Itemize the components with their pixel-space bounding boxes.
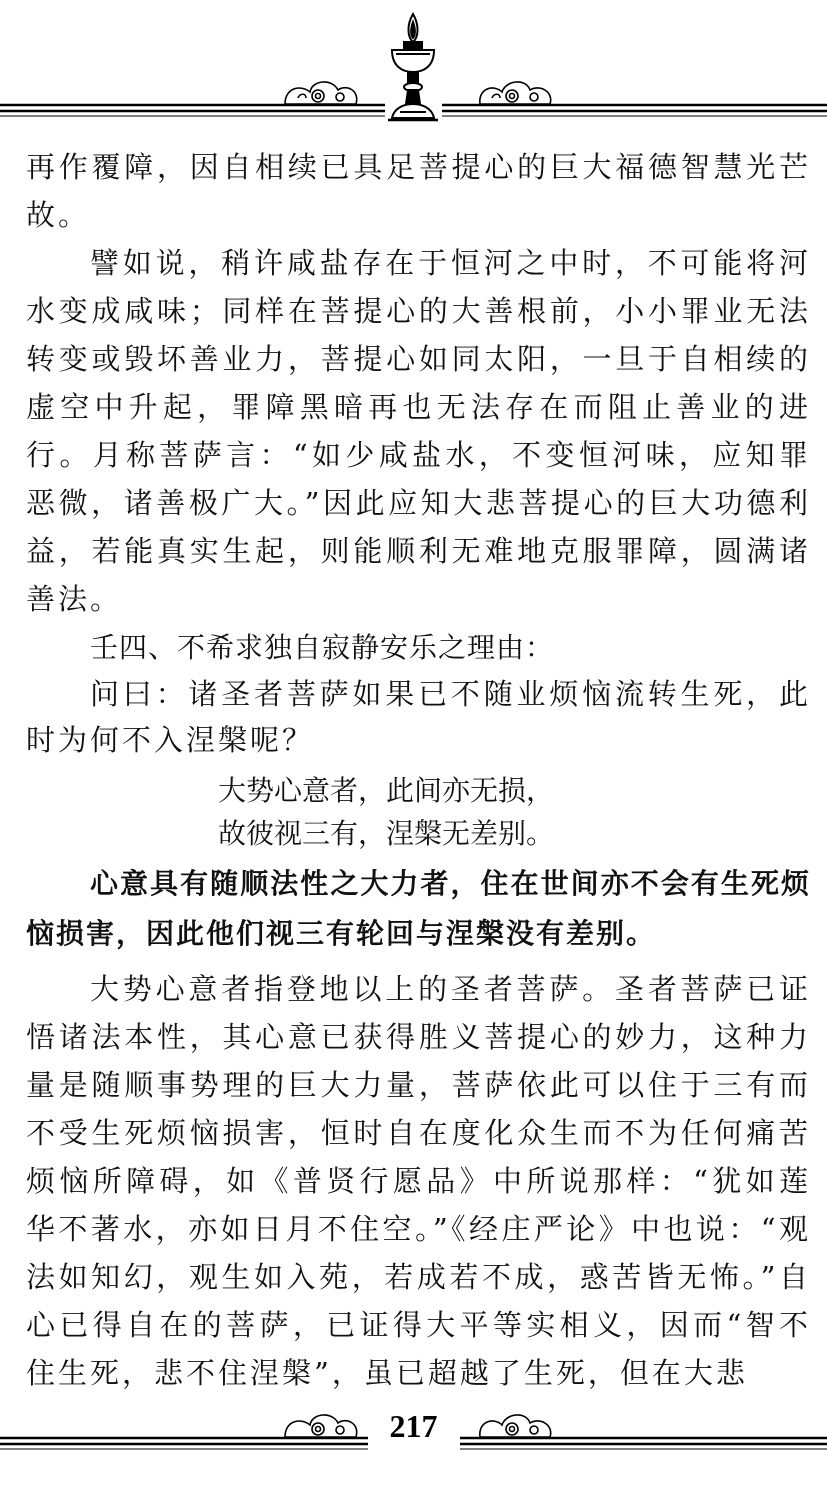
cloud-ornament-left bbox=[285, 82, 357, 104]
header-rule-left bbox=[0, 105, 385, 116]
verse-commentary: 心意具有随顺法性之大力者，住在世间亦不会有生死烦恼损害，因此他们视三有轮回与涅槃没有差别。 bbox=[26, 867, 811, 950]
page-number: 217 bbox=[389, 1408, 438, 1444]
page-body bbox=[26, 143, 811, 1397]
section-heading: 壬四、不希求独自寂静安乐之理由： bbox=[90, 631, 555, 664]
paragraph-salt-analogy: 譬如说，稍许咸盐存在于恒河之中时，不可能将河水变成咸味；同样在菩提心的大善根前，小小罪业无法转变或毁坏善业力，菩提心如同太阳，一旦于自相续的虚空中升起，罪障黑暗再也无法存在而阻止善业的进行。月称菩萨言：“如少咸盐水，不变恒河味，应知罪恶微，诸善极广大。”因此应知大悲菩提心的巨大功德利益，若能真实生起，则能顺利无难地克服罪障，圆满诸善法。 bbox=[26, 246, 811, 616]
verse-line: 故彼视三有，涅槃无差别。 bbox=[218, 817, 555, 850]
question-paragraph: 问曰：诸圣者菩萨如果已不随业烦恼流转生死，此时为何不入涅槃呢？ bbox=[26, 677, 811, 757]
header-rule-right bbox=[442, 105, 827, 116]
header-ornament bbox=[0, 0, 827, 135]
verse-line: 大势心意者，此间亦无损， bbox=[218, 774, 555, 807]
cloud-ornament-right bbox=[480, 82, 551, 104]
paragraph-explanation: 大势心意者指登地以上的圣者菩萨。圣者菩萨已证悟诸法本性，其心意已获得胜义菩提心的妙力，这种力量是随顺事势理的巨大力量，菩萨依此可以住于三有而不受生死烦恼损害，恒时自在度化众生而不为任何痛苦烦恼所障碍，如《普贤行愿品》中所说那样：“犹如莲华不著水，亦如日月不住空。”《经庄严论》中也说：“观法如知幻，观生如入苑，若成若不成，惑苦皆无怖。”自心已得自在的菩萨，已证得大平等实相义，因而“智不住生死，悲不住涅槃”，虽已超越了生死，但在大悲 bbox=[26, 972, 811, 1390]
butter-lamp-icon bbox=[388, 14, 438, 120]
root-verse bbox=[26, 769, 811, 855]
paragraph-continuation: 再作覆障，因自相续已具足菩提心的巨大福德智慧光芒故。 bbox=[26, 150, 811, 232]
